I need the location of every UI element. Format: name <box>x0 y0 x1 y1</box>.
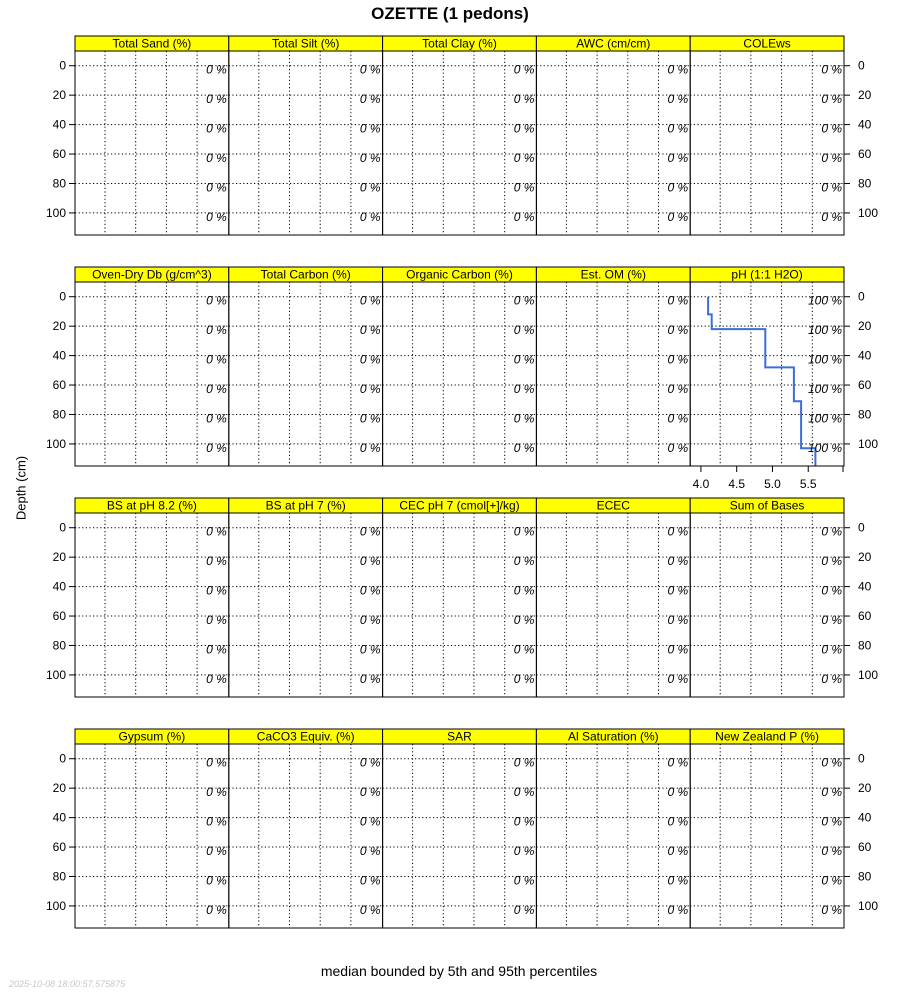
percent-annotation: 0 % <box>513 671 535 686</box>
percent-annotation: 0 % <box>206 151 227 166</box>
y-tick-label-right: 20 <box>858 781 872 796</box>
panel-border <box>690 282 844 466</box>
y-tick-label-right: 0 <box>858 289 865 304</box>
panel-border <box>383 513 537 697</box>
y-tick-label-left: 80 <box>52 869 66 884</box>
panel-border <box>229 744 383 928</box>
y-tick-label-right: 100 <box>858 205 879 220</box>
percent-annotation: 0 % <box>513 352 535 367</box>
y-tick-label-right: 60 <box>858 147 872 162</box>
percent-annotation: 0 % <box>206 671 227 686</box>
panel-strip-label: Total Clay (%) <box>422 36 497 51</box>
percent-annotation: 0 % <box>667 755 689 770</box>
percent-annotation: 0 % <box>359 62 381 77</box>
percent-annotation: 0 % <box>821 671 842 686</box>
percent-annotation: 0 % <box>513 642 535 657</box>
y-tick-label-left: 0 <box>59 520 66 535</box>
percent-annotation: 0 % <box>821 873 842 888</box>
percent-annotation: 0 % <box>821 814 842 829</box>
percent-annotation: 0 % <box>206 293 227 308</box>
ph-median-line <box>708 297 815 466</box>
percent-annotation: 0 % <box>821 180 842 195</box>
percent-annotation: 0 % <box>513 121 535 136</box>
percent-annotation: 0 % <box>206 440 227 455</box>
percent-annotation: 0 % <box>513 755 535 770</box>
y-tick-label-right: 20 <box>858 88 872 103</box>
percent-annotation: 0 % <box>667 121 689 136</box>
y-tick-label-left: 80 <box>52 407 66 422</box>
percent-annotation: 0 % <box>359 293 381 308</box>
percent-annotation: 0 % <box>821 121 842 136</box>
y-tick-label-left: 80 <box>52 638 66 653</box>
panel-strip-label: SAR <box>447 729 472 744</box>
percent-annotation: 0 % <box>206 524 227 539</box>
x-tick-label: 4.5 <box>728 477 746 491</box>
y-tick-label-right: 60 <box>858 840 872 855</box>
y-tick-label-right: 40 <box>858 348 872 363</box>
panel-strip-label: Total Carbon (%) <box>260 267 351 282</box>
percent-annotation: 0 % <box>667 814 689 829</box>
panel-border <box>75 513 229 697</box>
y-tick-label-right: 0 <box>858 751 865 766</box>
percent-annotation: 0 % <box>667 844 689 859</box>
percent-annotation: 0 % <box>359 671 381 686</box>
percent-annotation: 0 % <box>667 671 689 686</box>
percent-annotation: 100 % <box>807 382 842 397</box>
percent-annotation: 0 % <box>206 209 227 224</box>
panel-border <box>75 51 229 235</box>
percent-annotation: 0 % <box>359 352 381 367</box>
percent-annotation: 0 % <box>359 209 381 224</box>
percent-annotation: 0 % <box>359 844 381 859</box>
y-tick-label-right: 40 <box>858 810 872 825</box>
percent-annotation: 0 % <box>513 902 535 917</box>
percent-annotation: 0 % <box>513 62 535 77</box>
percent-annotation: 0 % <box>667 352 689 367</box>
timestamp: 2025-10-08 18:00:57.575875 <box>9 979 126 989</box>
percent-annotation: 100 % <box>807 323 842 338</box>
panel-strip-label: CaCO3 Equiv. (%) <box>256 729 355 744</box>
panel-border <box>690 513 844 697</box>
panel-strip-label: pH (1:1 H2O) <box>731 267 803 282</box>
percent-annotation: 0 % <box>359 814 381 829</box>
percent-annotation: 0 % <box>667 613 689 628</box>
y-tick-label-right: 60 <box>858 378 872 393</box>
percent-annotation: 0 % <box>667 209 689 224</box>
panel-strip-label: Organic Carbon (%) <box>406 267 513 282</box>
percent-annotation: 0 % <box>821 209 842 224</box>
percent-annotation: 0 % <box>513 323 535 338</box>
percent-annotation: 0 % <box>359 524 381 539</box>
percent-annotation: 0 % <box>513 411 535 426</box>
percent-annotation: 0 % <box>359 613 381 628</box>
panel-strip-label: Al Saturation (%) <box>567 729 659 744</box>
y-tick-label-left: 60 <box>52 147 66 162</box>
percent-annotation: 0 % <box>821 524 842 539</box>
y-tick-label-right: 0 <box>858 58 865 73</box>
percent-annotation: 0 % <box>206 873 227 888</box>
percent-annotation: 0 % <box>667 785 689 800</box>
chart-title: OZETTE (1 pedons) <box>371 4 529 23</box>
percent-annotation: 0 % <box>206 382 227 397</box>
percent-annotation: 0 % <box>359 180 381 195</box>
y-tick-label-left: 40 <box>52 348 66 363</box>
panel-strip-label: Total Sand (%) <box>112 36 192 51</box>
panel-border <box>75 744 229 928</box>
percent-annotation: 0 % <box>821 613 842 628</box>
percent-annotation: 0 % <box>206 323 227 338</box>
percent-annotation: 0 % <box>667 323 689 338</box>
y-axis-label: Depth (cm) <box>13 455 29 521</box>
y-tick-label-left: 40 <box>52 117 66 132</box>
percent-annotation: 0 % <box>359 785 381 800</box>
panel-border <box>536 744 690 928</box>
y-tick-label-right: 20 <box>858 319 872 334</box>
panel-border <box>229 513 383 697</box>
percent-annotation: 0 % <box>821 785 842 800</box>
percent-annotation: 0 % <box>206 352 227 367</box>
panel-border <box>229 282 383 466</box>
percent-annotation: 0 % <box>206 62 227 77</box>
percent-annotation: 0 % <box>513 382 535 397</box>
percent-annotation: 0 % <box>513 583 535 598</box>
percent-annotation: 0 % <box>206 844 227 859</box>
percent-annotation: 0 % <box>821 92 842 107</box>
percent-annotation: 0 % <box>206 554 227 569</box>
x-tick-label: 5.0 <box>764 477 781 491</box>
percent-annotation: 0 % <box>513 844 535 859</box>
panel-border <box>536 513 690 697</box>
y-tick-label-left: 0 <box>59 751 66 766</box>
percent-annotation: 0 % <box>359 873 381 888</box>
y-tick-label-right: 100 <box>858 667 879 682</box>
panel-strip-label: Oven-Dry Db (g/cm^3) <box>92 267 212 282</box>
percent-annotation: 0 % <box>821 642 842 657</box>
percent-annotation: 0 % <box>821 755 842 770</box>
y-tick-label-right: 80 <box>858 407 872 422</box>
y-tick-label-left: 100 <box>45 898 66 913</box>
percent-annotation: 0 % <box>821 902 842 917</box>
y-tick-label-left: 60 <box>52 609 66 624</box>
percent-annotation: 0 % <box>513 554 535 569</box>
percent-annotation: 100 % <box>807 440 842 455</box>
percent-annotation: 0 % <box>667 902 689 917</box>
y-tick-label-left: 20 <box>52 88 66 103</box>
panel-border <box>536 51 690 235</box>
percent-annotation: 0 % <box>206 121 227 136</box>
y-tick-label-right: 40 <box>858 117 872 132</box>
y-tick-label-right: 80 <box>858 869 872 884</box>
chart-caption: median bounded by 5th and 95th percentiles <box>320 963 598 979</box>
panel-strip-label: Total Silt (%) <box>272 36 340 51</box>
percent-annotation: 0 % <box>513 440 535 455</box>
y-tick-label-left: 20 <box>52 550 66 565</box>
percent-annotation: 0 % <box>359 902 381 917</box>
y-tick-label-right: 80 <box>858 638 872 653</box>
x-tick-label: 4.0 <box>692 477 710 491</box>
percent-annotation: 0 % <box>667 92 689 107</box>
y-tick-label-left: 20 <box>52 319 66 334</box>
percent-annotation: 0 % <box>821 151 842 166</box>
panel-strip-label: ECEC <box>596 498 630 513</box>
percent-annotation: 0 % <box>206 613 227 628</box>
percent-annotation: 100 % <box>807 293 842 308</box>
y-tick-label-left: 40 <box>52 810 66 825</box>
y-tick-label-right: 0 <box>858 520 865 535</box>
percent-annotation: 0 % <box>821 62 842 77</box>
percent-annotation: 0 % <box>513 293 535 308</box>
panel-border <box>536 282 690 466</box>
percent-annotation: 0 % <box>513 92 535 107</box>
percent-annotation: 0 % <box>359 583 381 598</box>
percent-annotation: 0 % <box>206 642 227 657</box>
percent-annotation: 0 % <box>206 92 227 107</box>
y-tick-label-left: 0 <box>59 289 66 304</box>
percent-annotation: 0 % <box>667 440 689 455</box>
panel-strip-label: Est. OM (%) <box>580 267 646 282</box>
percent-annotation: 0 % <box>667 411 689 426</box>
x-tick-label: 5.5 <box>799 477 817 491</box>
percent-annotation: 0 % <box>667 151 689 166</box>
percent-annotation: 0 % <box>667 554 689 569</box>
y-tick-label-right: 100 <box>858 436 879 451</box>
percent-annotation: 0 % <box>513 873 535 888</box>
percent-annotation: 0 % <box>667 180 689 195</box>
y-tick-label-right: 100 <box>858 898 879 913</box>
panel-border <box>690 51 844 235</box>
percent-annotation: 0 % <box>667 382 689 397</box>
percent-annotation: 0 % <box>359 440 381 455</box>
percent-annotation: 0 % <box>667 524 689 539</box>
percent-annotation: 0 % <box>359 755 381 770</box>
percent-annotation: 0 % <box>667 62 689 77</box>
percent-annotation: 0 % <box>206 902 227 917</box>
y-tick-label-left: 80 <box>52 176 66 191</box>
panel-border <box>383 744 537 928</box>
panel-strip-label: Gypsum (%) <box>118 729 186 744</box>
y-tick-label-right: 40 <box>858 579 872 594</box>
y-tick-label-left: 40 <box>52 579 66 594</box>
percent-annotation: 0 % <box>667 293 689 308</box>
y-tick-label-left: 100 <box>45 205 66 220</box>
percent-annotation: 0 % <box>513 524 535 539</box>
percent-annotation: 0 % <box>821 583 842 598</box>
y-tick-label-left: 60 <box>52 840 66 855</box>
percent-annotation: 0 % <box>821 844 842 859</box>
percent-annotation: 0 % <box>667 873 689 888</box>
percent-annotation: 0 % <box>206 583 227 598</box>
percent-annotation: 0 % <box>359 411 381 426</box>
y-tick-label-left: 100 <box>45 436 66 451</box>
percent-annotation: 0 % <box>513 613 535 628</box>
y-tick-label-left: 100 <box>45 667 66 682</box>
y-tick-label-left: 60 <box>52 378 66 393</box>
percent-annotation: 0 % <box>206 180 227 195</box>
percent-annotation: 0 % <box>206 785 227 800</box>
panel-strip-label: BS at pH 8.2 (%) <box>106 498 197 513</box>
panel-strip-label: CEC pH 7 (cmol[+]/kg) <box>399 498 520 513</box>
y-tick-label-right: 20 <box>858 550 872 565</box>
percent-annotation: 0 % <box>206 411 227 426</box>
percent-annotation: 0 % <box>513 209 535 224</box>
panel-strip-label: BS at pH 7 (%) <box>265 498 346 513</box>
y-tick-label-left: 20 <box>52 781 66 796</box>
panel-strip-label: AWC (cm/cm) <box>576 36 651 51</box>
panel-strip-label: New Zealand P (%) <box>715 729 820 744</box>
percent-annotation: 0 % <box>513 814 535 829</box>
percent-annotation: 0 % <box>513 180 535 195</box>
percent-annotation: 0 % <box>359 92 381 107</box>
percent-annotation: 0 % <box>513 151 535 166</box>
percent-annotation: 0 % <box>359 382 381 397</box>
percent-annotation: 0 % <box>359 151 381 166</box>
panel-strip-label: COLEws <box>743 36 791 51</box>
percent-annotation: 0 % <box>359 554 381 569</box>
percent-annotation: 0 % <box>206 814 227 829</box>
y-tick-label-left: 0 <box>59 58 66 73</box>
percent-annotation: 0 % <box>359 121 381 136</box>
panel-border <box>229 51 383 235</box>
panel-strip-label: Sum of Bases <box>729 498 805 513</box>
panel-border <box>75 282 229 466</box>
percent-annotation: 0 % <box>359 642 381 657</box>
percent-annotation: 0 % <box>206 755 227 770</box>
panel-border <box>383 282 537 466</box>
percent-annotation: 0 % <box>667 642 689 657</box>
percent-annotation: 0 % <box>667 583 689 598</box>
panel-border <box>690 744 844 928</box>
percent-annotation: 0 % <box>513 785 535 800</box>
y-tick-label-right: 60 <box>858 609 872 624</box>
y-tick-label-right: 80 <box>858 176 872 191</box>
percent-annotation: 0 % <box>821 554 842 569</box>
percent-annotation: 0 % <box>359 323 381 338</box>
panel-border <box>383 51 537 235</box>
percent-annotation: 100 % <box>807 411 842 426</box>
percent-annotation: 100 % <box>807 352 842 367</box>
